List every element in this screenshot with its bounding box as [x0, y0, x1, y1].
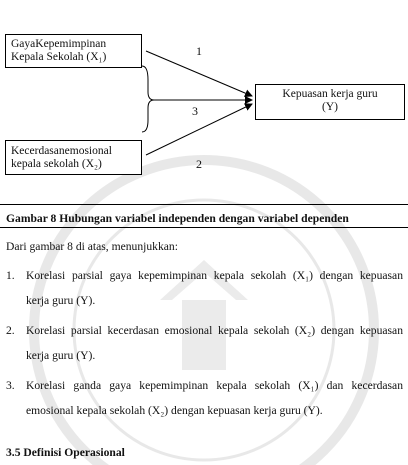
arrow-label-1: 1 [196, 44, 202, 58]
section-heading: 3.5 Definisi Operasional [6, 446, 125, 459]
list-item-line2: kerja guru (Y). [26, 294, 96, 307]
list-item [6, 263, 403, 313]
box-leadership-x1 [5, 34, 142, 68]
list-number: 2. [6, 324, 15, 337]
divider-bottom [0, 227, 408, 228]
box-x2-line2: kepala sekolah (X₂) [11, 158, 102, 170]
variable-relationship-diagram [0, 0, 408, 230]
list-item [6, 318, 403, 368]
list-number: 1. [6, 269, 15, 282]
intro-text: Dari gambar 8 di atas, menunjukkan: [6, 240, 178, 253]
bracket-joint [142, 66, 154, 132]
list-item-line2: kerja guru (Y). [26, 349, 96, 362]
list-item-line1: Korelasi parsial gaya kepemimpinan kepala sekolah (X₁) dengan kepuasan [26, 269, 403, 282]
arrow-label-3: 3 [192, 104, 198, 118]
box-x2-word2: emosional [64, 145, 112, 157]
list-item-line2: emosional kepala sekolah (X₂) dengan kepuasan kerja guru (Y). [26, 404, 323, 417]
arrow-2 [146, 104, 252, 155]
box-x1-word1: Gaya [11, 38, 36, 50]
figure-caption: Gambar 8 Hubungan variabel independen dengan variabel dependen [6, 212, 349, 225]
box-satisfaction-y [255, 84, 405, 120]
arrow-label-2: 2 [196, 157, 202, 171]
box-emotional-x2 [5, 140, 142, 175]
box-y-line2: (Y) [322, 101, 338, 113]
list-item [6, 373, 403, 423]
box-x2-word1: Kecerdasan [11, 145, 65, 157]
list-number: 3. [6, 379, 15, 392]
list-item-line1: Korelasi ganda gaya kepemimpinan kepala sekolah (X₁) dan kecerdasan [26, 379, 403, 392]
box-x1-line2: Kepala Sekolah (X₁) [11, 51, 107, 63]
divider-top [0, 204, 408, 205]
box-y-line1: Kepuasan kerja guru [282, 88, 378, 100]
list-item-line1: Korelasi parsial kecerdasan emosional kepala sekolah (X₂) dengan kepuasan [26, 324, 403, 337]
box-x1-word2: Kepemimpinan [35, 38, 107, 50]
